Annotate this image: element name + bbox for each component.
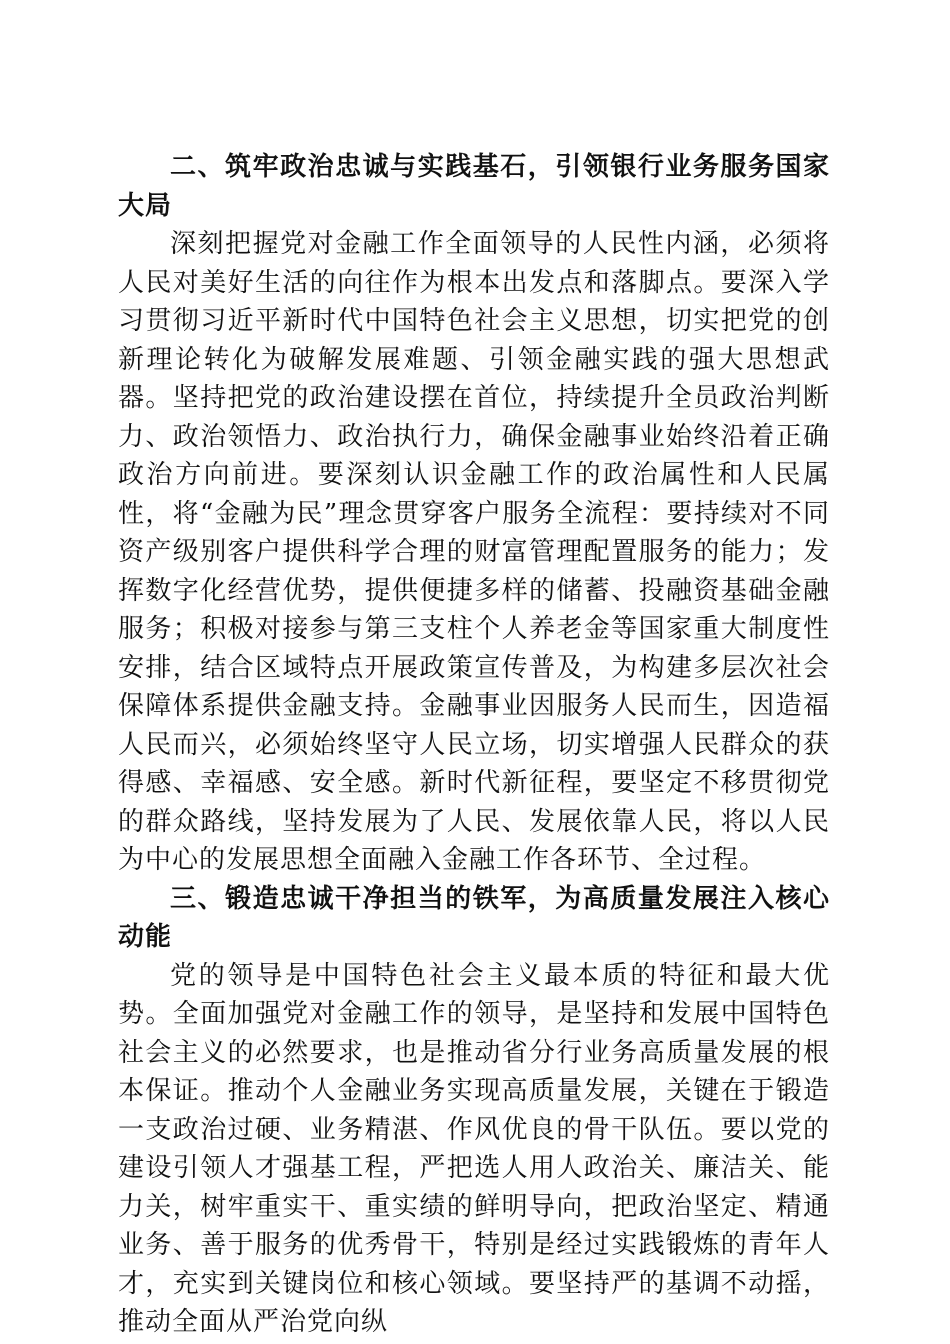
section-heading-2: 二、筑牢政治忠诚与实践基石，引领银行业务服务国家大局	[118, 152, 830, 221]
section-paragraph-3: 党的领导是中国特色社会主义最本质的特征和最大优势。全面加强党对金融工作的领导，是坚持和发展中国特色社会主义的必然要求，也是推动省分行业务高质量发展的根本保证。推动个人金融业务实现高质量发展，关键在于锻造一支政治过硬、业务精湛、作风优良的骨干队伍。要以党的建设引领人才强基工程，严把选人用人政治关、廉洁关、能力关，树牢重实干、重实绩的鲜明导向，把政治坚定、精通业务、善于服务的优秀骨干，特别是经过实践锻炼的青年人才，充实到关键岗位和核心领域。要坚持严的基调不动摇，推动全面从严治党向纵	[118, 960, 830, 1337]
section-paragraph-2: 深刻把握党对金融工作全面领导的人民性内涵，必须将人民对美好生活的向往作为根本出发点和落脚点。要深入学习贯彻习近平新时代中国特色社会主义思想，切实把党的创新理论转化为破解发展难题、引领金融实践的强大思想武器。坚持把党的政治建设摆在首位，持续提升全员政治判断力、政治领悟力、政治执行力，确保金融事业始终沿着正确政治方向前进。要深刻认识金融工作的政治属性和人民属性，将“金融为民”理念贯穿客户服务全流程：要持续对不同资产级别客户提供科学合理的财富管理配置服务的能力；发挥数字化经营优势，提供便捷多样的储蓄、投融资基础金融服务；积极对接参与第三支柱个人养老金等国家重大制度性安排，结合区域特点开展政策宣传普及，为构建多层次社会保障体系提供金融支持。金融事业因服务人民而生，因造福人民而兴，必须始终坚守人民立场，切实增强人民群众的获得感、幸福感、安全感。新时代新征程，要坚定不移贯彻党的群众路线，坚持发展为了人民、发展依靠人民，将以人民为中心的发展思想全面融入金融工作各环节、全过程。	[118, 229, 830, 875]
section-heading-3: 三、锻造忠诚干净担当的铁军，为高质量发展注入核心动能	[118, 883, 830, 952]
document-body	[118, 148, 830, 1342]
